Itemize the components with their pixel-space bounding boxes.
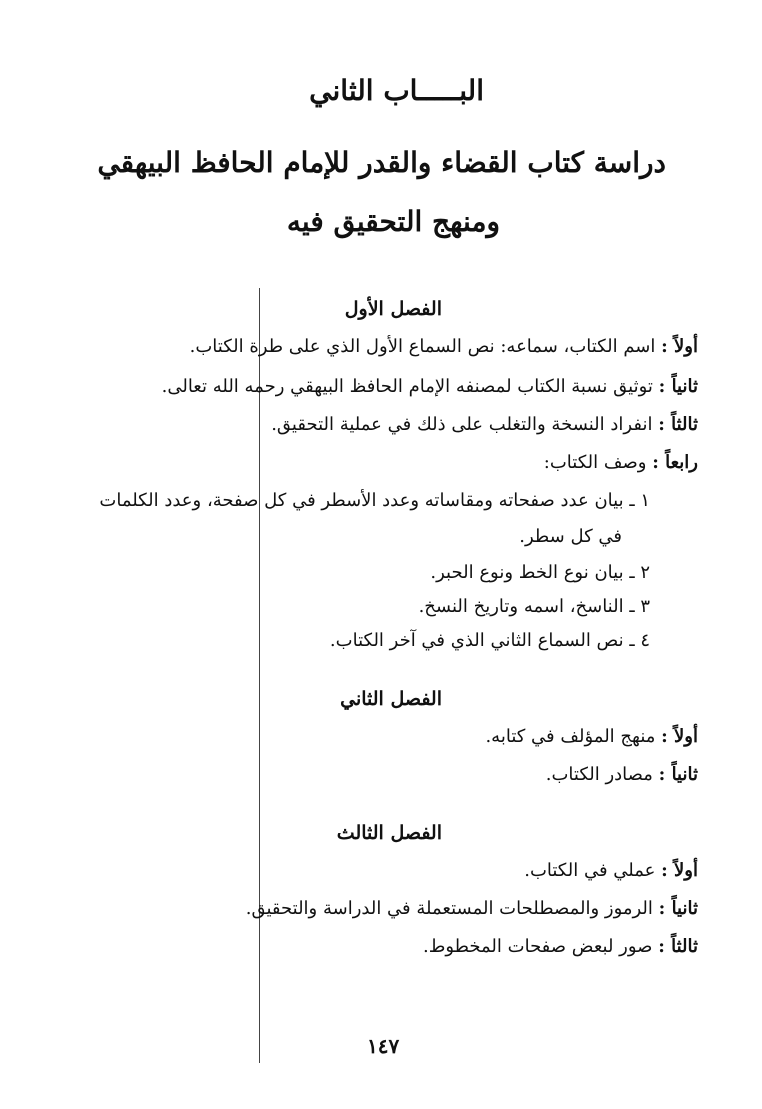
chapter-2-item-1	[485, 726, 698, 747]
item-label: ثالثاً :	[658, 414, 698, 435]
item-label: أولاً :	[661, 726, 698, 747]
item-label: رابعاً :	[652, 452, 698, 473]
item-text: منهج المؤلف في كتابه.	[485, 726, 656, 747]
chapter-2-item-2	[546, 764, 698, 785]
item-label: أولاً :	[661, 336, 698, 357]
item-label: ثانياً :	[658, 898, 698, 919]
item-text: اسم الكتاب، سماعه: نص السماع الأول الذي على طرة الكتاب.	[189, 336, 656, 357]
item-text: عملي في الكتاب.	[524, 860, 656, 881]
chapter-2-title: الفصل الثاني	[340, 688, 442, 710]
chapter-1-subitem-3: ٣ ـ الناسخ، اسمه وتاريخ النسخ.	[418, 596, 650, 617]
chapter-1-title: الفصل الأول	[344, 298, 442, 320]
chapter-1-item-2	[162, 376, 698, 397]
chapter-3-item-1	[524, 860, 698, 881]
item-label: ثانياً :	[658, 764, 698, 785]
item-label: ثانياً :	[658, 376, 698, 397]
item-label: أولاً :	[661, 860, 698, 881]
chapter-3-item-2	[246, 898, 698, 919]
page-number: ١٤٧	[367, 1034, 400, 1058]
chapter-3-item-3	[423, 936, 698, 957]
main-title-line-1: دراسة كتاب القضاء والقدر للإمام الحافظ البيهقي	[97, 146, 666, 179]
item-text: انفراد النسخة والتغلب على ذلك في عملية التحقيق.	[271, 414, 653, 435]
main-title-line-2: ومنهج التحقيق فيه	[286, 205, 500, 238]
part-title: البـــــاب الثاني	[309, 74, 484, 107]
chapter-1-item-1	[190, 336, 698, 357]
chapter-1-subitem-1: ١ ـ بيان عدد صفحاته ومقاساته وعدد الأسطر في كل صفحة، وعدد الكلمات	[99, 490, 650, 511]
scan-margin-line	[259, 288, 260, 1063]
chapter-1-item-3	[271, 414, 698, 435]
chapter-1-subitem-2: ٢ ـ بيان نوع الخط ونوع الحبر.	[430, 562, 650, 583]
item-text: وصف الكتاب:	[543, 452, 647, 473]
item-text: صور لبعض صفحات المخطوط.	[422, 936, 653, 957]
chapter-1-subitem-1-cont: في كل سطر.	[519, 526, 622, 547]
chapter-3-title: الفصل الثالث	[336, 822, 442, 844]
item-text: توثيق نسبة الكتاب لمصنفه الإمام الحافظ البيهقي رحمه الله تعالى.	[161, 376, 653, 397]
item-label: ثالثاً :	[658, 936, 698, 957]
chapter-1-subitem-4: ٤ ـ نص السماع الثاني الذي في آخر الكتاب.	[329, 630, 650, 651]
item-text: مصادر الكتاب.	[545, 764, 653, 785]
item-text: الرموز والمصطلحات المستعملة في الدراسة والتحقيق.	[245, 898, 653, 919]
chapter-1-item-4	[544, 452, 698, 473]
